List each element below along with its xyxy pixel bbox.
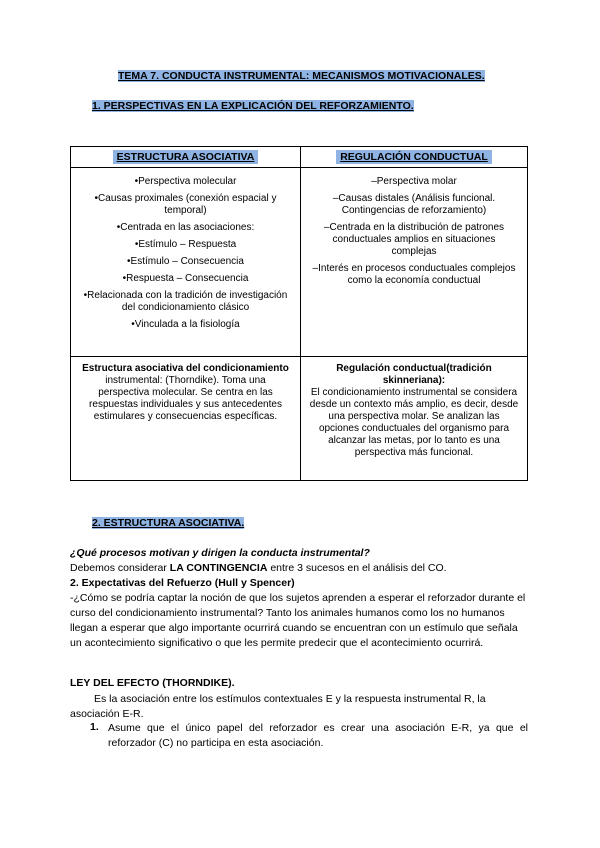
list-item-1: Asume que el único papel del reforzador es crear una asociación E-R, ya que el reforzador (C) no participa en esta asociación. xyxy=(108,722,528,749)
list-item: •Centrada en las asociaciones: xyxy=(116,222,255,233)
associative-summary-cell xyxy=(71,357,301,481)
behavioral-features-cell xyxy=(301,168,528,357)
behavioral-summary-title: Regulación conductual(tradición skinneriana): xyxy=(336,363,492,386)
list-item: –Centrada en la distribución de patrones conductuales amplios en situaciones complejas xyxy=(323,222,505,257)
law-paragraph: Es la asociación entre los estímulos contextuales E y la respuesta instrumental R, la asociación E-R. xyxy=(70,693,486,720)
associative-summary-text: instrumental: (Thorndike). Toma una perspectiva molecular. Se centra en las respuestas individuales y sus antecedentes estimulares y consecuencias específicas. xyxy=(89,375,282,422)
expectations-heading: 2. Expectativas del Refuerzo (Hull y Spencer) xyxy=(70,577,295,589)
list-item: •Perspectiva molecular xyxy=(134,176,237,187)
list-item: –Perspectiva molar xyxy=(371,176,457,187)
behavioral-summary-text: El condicionamiento instrumental se considera desde un contexto más amplio, es decir, desde una perspectiva molar. Se analizan las opciones conductuales del organismo para alcanzar las metas, por lo tanto es una perspectiva más funcional. xyxy=(309,387,519,458)
associative-features-cell xyxy=(71,168,301,357)
contingency-line: Debemos considerar LA CONTINGENCIA entre 3 sucesos en el análisis del CO. xyxy=(70,562,447,574)
question-line: ¿Qué procesos motivan y dirigen la conducta instrumental? xyxy=(70,547,370,559)
section-heading-perspectives: 1. PERSPECTIVAS EN LA EXPLICACIÓN DEL REFORZAMIENTO. xyxy=(92,100,414,112)
document-title: TEMA 7. CONDUCTA INSTRUMENTAL: MECANISMOS MOTIVACIONALES. xyxy=(118,70,485,82)
expectations-paragraph: -¿Cómo se podría captar la noción de que los sujetos aprenden a esperar el reforzador durante el curso del condicionamiento instrumental? Tanto los animales humanos como los no humanos llegan a esperar que algo importante ocurrirá cuando se encuentran con un estímulo que señala un acontecimiento significativo o que les permite predecir que el acontecimiento ocurrirá. xyxy=(70,592,526,649)
law-heading: LEY DEL EFECTO (THORNDIKE). xyxy=(70,677,235,689)
behavioral-summary-cell xyxy=(301,357,528,481)
comparison-table xyxy=(70,146,528,481)
list-number: 1. xyxy=(90,721,99,733)
table-header-associative: ESTRUCTURA ASOCIATIVA xyxy=(71,147,301,168)
table-header-behavioral: REGULACIÓN CONDUCTUAL xyxy=(301,147,528,168)
list-item: –Causas distales (Análisis funcional. Contingencias de reforzamiento) xyxy=(332,193,496,216)
list-item: •Vinculada a la fisiología xyxy=(131,319,240,330)
list-item: •Causas proximales (conexión espacial y temporal) xyxy=(94,193,277,216)
list-item: •Relacionada con la tradición de investigación del condicionamiento clásico xyxy=(83,290,288,313)
list-item: •Estímulo – Consecuencia xyxy=(127,256,244,267)
associative-summary-title: Estructura asociativa del condicionamiento xyxy=(82,363,289,374)
list-item: –Interés en procesos conductuales complejos como la economía conductual xyxy=(312,263,516,286)
list-item: •Respuesta – Consecuencia xyxy=(122,273,249,284)
section-heading-associative: 2. ESTRUCTURA ASOCIATIVA. xyxy=(92,517,245,529)
list-item: •Estímulo – Respuesta xyxy=(134,239,237,250)
